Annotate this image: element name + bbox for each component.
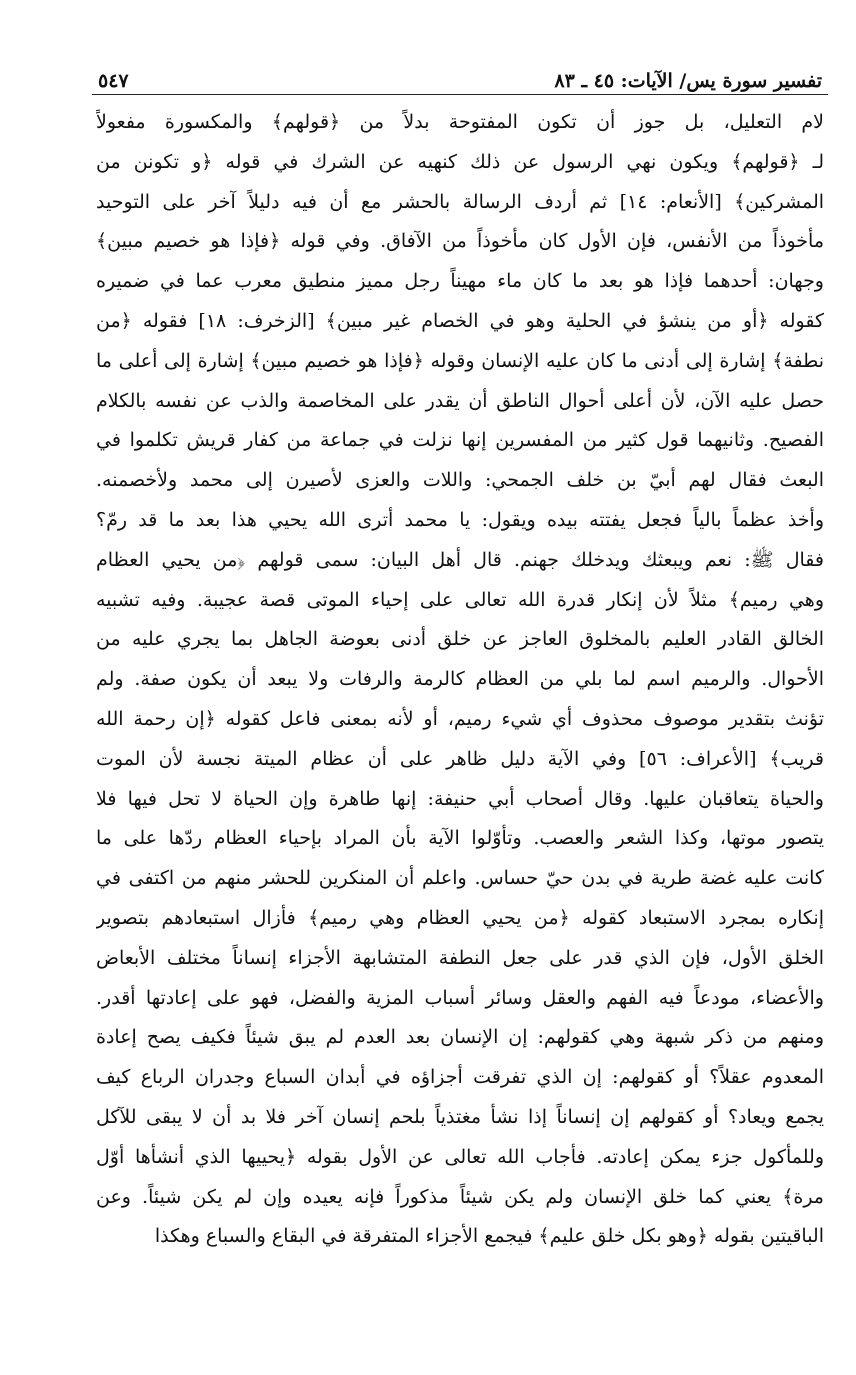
book-page [92, 58, 828, 1257]
running-title: تفسير سورة يس/ الآيات: ٤٥ ـ ٨٣ [554, 70, 822, 92]
text-line: وهي رميم﴾ مثلاً لأن إنكار قدرة الله تعالى على إحياء الموتى قصة عجيبة. وفيه تشبيه [96, 588, 824, 611]
text-line: المشركين﴾ [الأنعام: ١٤] ثم أردف الرسالة بالحشر مع أن فيه دليلاً آخر على التوحيد [96, 190, 824, 213]
text-line: يجمع ويعاد؟ أو كقولهم إن إنساناً إذا نشأ مغتذياً بلحم إنسان آخر فلا بد أن لا يبقى للآكل [96, 1105, 824, 1128]
text-line: مأخوذاً من الأنفس، فإن الأول كان مأخوذاً من الآفاق. وفي قوله ﴿فإذا هو خصيم مبين﴾ [96, 230, 824, 253]
text-line: حصل عليه الآن، لأن أعلى أحوال الناطق أن يقدر على المخاصمة والذب عن نفسه بالكلام [96, 389, 824, 412]
text-line: الباقيتين بقوله ﴿وهو بكل خلق عليم﴾ فيجمع الأجزاء المتفرقة في البقاع والسباع وهكذا [154, 1225, 824, 1248]
text-line: ومنهم من ذكر شبهة وهي كقولهم: إن الإنسان بعد العدم لم يبق شيئاً فكيف يصح إعادة [96, 1026, 824, 1049]
text-line: مرة﴾ يعني كما خلق الإنسان ولم يكن شيئاً مذكوراً فإنه يعيده وإن لم يكن شيئاً. وعن [96, 1185, 824, 1208]
text-line: المعدوم عقلاً؟ أو كقولهم: إن الذي تفرقت أجزاؤه في أبدان السباع وجدران الرباع كيف [96, 1066, 824, 1089]
text-line: تؤنث بتقدير موصوف محذوف أي شيء رميم، أو لأنه بمعنى فاعل كقوله ﴿إن رحمة الله [96, 707, 824, 730]
page-header [92, 58, 828, 95]
text-line: الخالق القادر العليم بالمخلوق العاجز عن خلق أدنى بعوضة الجاهل بما يجري عليه من [96, 628, 824, 651]
text-line: كقوله ﴿أو من ينشؤ في الحلية وهو في الخصام غير مبين﴾ [الزخرف: ١٨] فقوله ﴿من [96, 309, 824, 332]
text-line: وأخذ عظماً بالياً فجعل يفتته بيده ويقول: يا محمد أترى الله يحيي هذا بعد ما قد رمّ؟ [96, 508, 824, 531]
text-line: لام التعليل، بل جوز أن تكون المفتوحة بدلاً من ﴿قولهم﴾ والمكسورة مفعولاً [96, 111, 824, 133]
text-line: الأحوال. والرميم اسم لما بلي من العظام كالرمة والرفات ولا يبعد أن يكون صفة. ولم [96, 668, 824, 691]
text-line: كانت عليه غضة طرية في بدن حيّ حساس. واعلم أن المنكرين للحشر منهم من اكتفى في [96, 867, 824, 890]
text-line: قريب﴾ [الأعراف: ٥٦] وفي الآية دليل ظاهر على أن عظام الميتة نجسة لأن الموت [96, 747, 824, 770]
text-line: نطفة﴾ إشارة إلى أدنى ما كان عليه الإنسان وقوله ﴿فإذا هو خصيم مبين﴾ إشارة إلى أعلى ما [96, 349, 824, 372]
body-text [92, 103, 828, 1257]
text-line: لـ ﴿قولهم﴾ ويكون نهي الرسول عن ذلك كنهيه عن الشرك في قوله ﴿و تكونن من [96, 150, 824, 173]
text-line: يتصور موتها، وكذا الشعر والعصب. وتأوّلوا الآية بأن المراد بإحياء العظام ردّها على ما [96, 827, 824, 850]
text-line: الخلق الأول، فإن الذي قدر على جعل النطفة المتشابهة الأجزاء إنساناً مختلف الأبعاض [96, 946, 824, 969]
text-line: والحياة يتعاقبان عليها. وقال أصحاب أبي حنيفة: إنها طاهرة وإن الحياة لا تحل فيها فلا [96, 787, 824, 810]
page-number: ٥٤٧ [98, 70, 129, 92]
text-line: فقال ﷺ: نعم ويبعثك ويدخلك جهنم. قال أهل البيان: سمى قولهم ﴿من يحيي العظام [96, 548, 824, 571]
text-line: الفصيح. وثانيهما قول كثير من المفسرين إنها نزلت في جماعة من كفار قريش تكلموا في [96, 429, 824, 452]
text-line: وجهان: أحدهما فإذا هو بعد ما كان ماء مهيناً رجل مميز منطيق معرب عما في ضميره [96, 270, 824, 293]
text-line: البعث فقال لهم أبيّ بن خلف الجمحي: واللات والعزى لأصيرن إلى محمد ولأخصمنه. [96, 469, 824, 492]
text-line: والأعضاء، مودعاً فيه الفهم والعقل وسائر أسباب المزية والفضل، فهو على إعادتها أقدر. [96, 986, 824, 1009]
text-line: وللمأكول جزء يمكن إعادته. فأجاب الله تعالى عن الأول بقوله ﴿يحييها الذي أنشأها أوّل [96, 1145, 824, 1168]
text-line: إنكاره بمجرد الاستبعاد كقوله ﴿من يحيي العظام وهي رميم﴾ فأزال استبعادهم بتصوير [96, 906, 824, 929]
